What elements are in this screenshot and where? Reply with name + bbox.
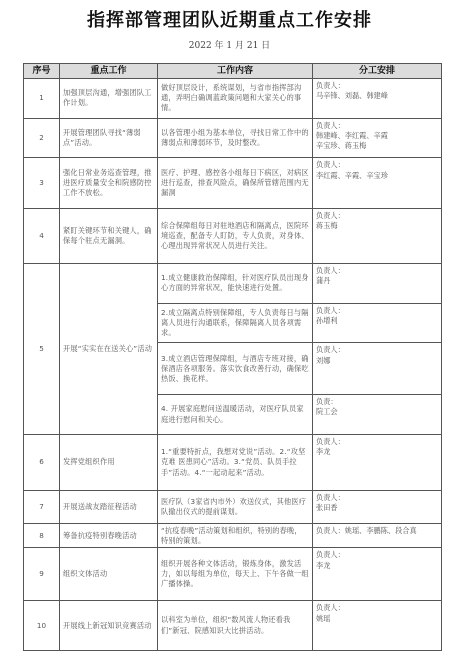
work-content-cell: 1.“重要特折点，我想对党说”活动。2.“攻坚克难 医患同心”活动。3.“党员、队员手拉手”活动。4.“一起动起来”活动。 [158,434,313,490]
row-index: 5 [24,264,60,435]
key-task-cell: 组织文体活动 [60,548,158,601]
table-row [24,79,442,119]
row-index: 2 [24,118,60,158]
assignment-cell: 负责人： 蒲丹 [313,264,442,304]
work-content-cell: 4. 开展家庭慰问送温暖活动，对医疗队员家庭进行慰问和关心。 [158,395,313,435]
work-content-cell: “抗疫春晚”活动策划和组织，特别的春晚，特别的策划。 [158,524,313,548]
key-task-cell: 开展线上新冠知识竞赛活动 [60,601,158,651]
assignment-cell: 负责人： 张田香 [313,491,442,524]
assignment-cell: 负责人： 李龙 [313,434,442,490]
work-content-cell: 做好顶层设计，系统谋划，与省市指挥部沟通，弄明白确调蓝政策问题和大家关心的事情。 [158,79,313,119]
work-content-cell: 2.成立隔离点特别保障组，专人负责每日与隔离人员进行沟通联系，保障隔离人员各项需求。 [158,303,313,343]
assignment-cell: 负责人： 蒋玉梅 [313,209,442,264]
header-key-task: 重点工作 [60,64,158,79]
work-schedule-table [23,63,442,651]
table-row [24,524,442,548]
table-row [24,158,442,209]
assignment-cell: 负责人： 姚瑶 [313,601,442,651]
work-content-cell: 综合保障组每日对驻地酒店和隔离点，医院环境巡查，配备专人盯防，专人负责，对身体、心理出现异常状况人员进行关注。 [158,209,313,264]
work-content-cell: 3.成立酒店管理保障组，与酒店专班对接，确保酒店各项服务。落实饮食改善行动，确保吃热饭、换花样。 [158,343,313,395]
table-row [24,434,442,490]
key-task-cell: 开展“实实在在送关心”活动 [60,264,158,435]
table-row [24,118,442,158]
header-work-content: 工作内容 [158,64,313,79]
key-task-cell: 强化日常业务巡查管理，推进医疗质量安全和院感防控工作不放松。 [60,158,158,209]
row-index: 3 [24,158,60,209]
work-content-cell: 1.成立健康救治保障组，针对医疗队员出现身心方面的异常状况，能快速进行处置。 [158,264,313,304]
table-row [24,601,442,651]
key-task-cell: 开展送战友踏征程活动 [60,491,158,524]
assignment-cell: 负责人： 孙增利 [313,303,442,343]
work-content-cell: 以科室为单位，组织“数风流人物还看我们”新冠、院感知识大比拼活动。 [158,601,313,651]
row-index: 8 [24,524,60,548]
table-body [24,79,442,651]
table-header-row [24,64,442,79]
row-index: 9 [24,548,60,601]
assignment-cell: 负责人： 李龙 [313,548,442,601]
assignment-cell: 负责人：姚瑶、李鹏陈、段合真 [313,524,442,548]
work-content-cell: 医疗队（3家省内市外）欢送仪式，其他医疗队撤出仪式的提前谋划。 [158,491,313,524]
row-index: 6 [24,434,60,490]
assignment-cell: 负责人： 李红霞、辛霞、辛宝珍 [313,158,442,209]
key-task-cell: 发挥党组织作用 [60,434,158,490]
table-row [24,491,442,524]
row-index: 7 [24,491,60,524]
table-row [24,548,442,601]
header-index: 序号 [24,64,60,79]
row-index: 1 [24,79,60,119]
key-task-cell: 紧盯关键环节和关键人，确保每个驻点无漏洞。 [60,209,158,264]
row-index: 4 [24,209,60,264]
assignment-cell: 负责人： 韩建峰、李红霞、辛霞 辛宝珍、蒋玉梅 [313,118,442,158]
document-title: 指挥部管理团队近期重点工作安排 [87,10,372,31]
table-row [24,209,442,264]
header-assignment: 分工安排 [313,64,442,79]
row-index: 10 [24,601,60,651]
key-task-cell: 筹备抗疫特别春晚活动 [60,524,158,548]
work-content-cell: 医疗、护理、感控各小组每日下病区，对病区进行巡查，排查风险点，确保所管辖范围内无漏洞 [158,158,313,209]
assignment-cell: 负责人： 马辛锋、刘磊、韩建峰 [313,79,442,119]
assignment-cell: 负责人： 刘娜 [313,343,442,395]
document-date: 2022 年 1 月 21 日 [188,41,271,51]
work-content-cell: 组织开展各种文体活动，锻炼身体，激发活力，如以每组为单位，每天上、下午各做一组广播体操。 [158,548,313,601]
table-row [24,264,442,304]
work-content-cell: 以各管理小组为基本单位，寻找日常工作中的薄弱点和薄弱环节，及时整改。 [158,118,313,158]
key-task-cell: 加强顶层沟通，增强团队工作计划。 [60,79,158,119]
assignment-cell: 负责： 院工会 [313,395,442,435]
key-task-cell: 开展管理团队寻找“薄弱点”活动。 [60,118,158,158]
